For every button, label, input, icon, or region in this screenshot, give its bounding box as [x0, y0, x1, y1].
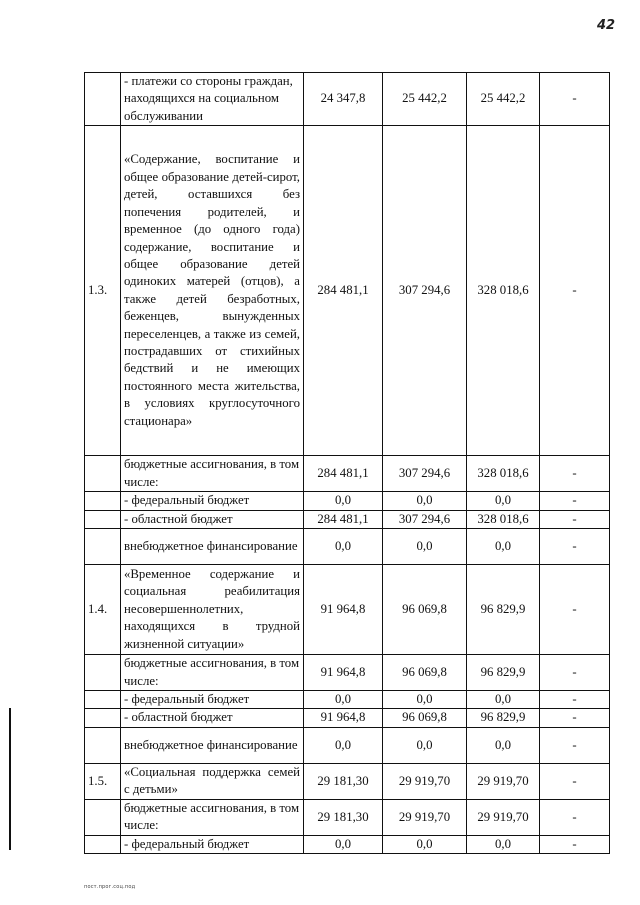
value-cell: 0,0 [304, 727, 383, 763]
table-row [85, 73, 610, 126]
value-cell: 91 964,8 [304, 709, 383, 727]
row-number [85, 835, 121, 853]
table-row [85, 835, 610, 853]
row-description: - федеральный бюджет [121, 492, 304, 510]
value-cell: 0,0 [304, 691, 383, 709]
row-number [85, 510, 121, 528]
value-cell: - [540, 492, 610, 510]
value-cell: 0,0 [383, 727, 467, 763]
value-cell: - [540, 709, 610, 727]
value-cell: 284 481,1 [304, 126, 383, 456]
value-cell: - [540, 691, 610, 709]
value-cell: - [540, 510, 610, 528]
value-cell: 0,0 [304, 529, 383, 565]
value-cell: 0,0 [467, 727, 540, 763]
row-description: «Содержание, воспитание и общее образование детей-сирот, детей, оставшихся без попечения родителей, и временное (до одного года) содержание, воспитание и общее образование детей одиноких матерей (отцов), а также детей безработных, беженцев, вынужденных переселенцев, а также из семей, пострадавших от стихийных бедствий и не имеющих постоянного места жительства, в условиях круглосуточного стационара» [121, 126, 304, 456]
value-cell: - [540, 727, 610, 763]
value-cell: 284 481,1 [304, 456, 383, 492]
table-row [85, 763, 610, 799]
value-cell: 0,0 [383, 691, 467, 709]
value-cell: 96 069,8 [383, 655, 467, 691]
table-row [85, 510, 610, 528]
value-cell: 29 181,30 [304, 799, 383, 835]
value-cell: 328 018,6 [467, 510, 540, 528]
row-number: 1.4. [85, 565, 121, 655]
row-description: - областной бюджет [121, 510, 304, 528]
value-cell: 29 919,70 [383, 799, 467, 835]
value-cell: 96 829,9 [467, 655, 540, 691]
value-cell: 29 919,70 [467, 799, 540, 835]
table-row [85, 126, 610, 456]
value-cell: 25 442,2 [383, 73, 467, 126]
table-row [85, 727, 610, 763]
value-cell: 96 829,9 [467, 709, 540, 727]
value-cell: 307 294,6 [383, 456, 467, 492]
value-cell: 328 018,6 [467, 126, 540, 456]
value-cell: 0,0 [467, 492, 540, 510]
row-number [85, 727, 121, 763]
row-description: внебюджетное финансирование [121, 529, 304, 565]
row-number [85, 456, 121, 492]
value-cell: - [540, 799, 610, 835]
row-number: 1.5. [85, 763, 121, 799]
table-row [85, 799, 610, 835]
value-cell: 24 347,8 [304, 73, 383, 126]
value-cell: 0,0 [383, 492, 467, 510]
value-cell: 284 481,1 [304, 510, 383, 528]
table-row [85, 492, 610, 510]
value-cell: 29 919,70 [467, 763, 540, 799]
value-cell: 0,0 [467, 691, 540, 709]
row-number [85, 492, 121, 510]
row-description: - федеральный бюджет [121, 691, 304, 709]
table-row [85, 655, 610, 691]
value-cell: 328 018,6 [467, 456, 540, 492]
value-cell: - [540, 835, 610, 853]
table-row [85, 529, 610, 565]
value-cell: - [540, 529, 610, 565]
row-description: бюджетные ассигнования, в том числе: [121, 655, 304, 691]
page-number: 42 [597, 18, 616, 33]
value-cell: - [540, 456, 610, 492]
value-cell: 307 294,6 [383, 510, 467, 528]
row-description: «Социальная поддержка семей с детьми» [121, 763, 304, 799]
value-cell: 0,0 [467, 529, 540, 565]
table-row [85, 691, 610, 709]
value-cell: 29 919,70 [383, 763, 467, 799]
table-row [85, 709, 610, 727]
row-number [85, 73, 121, 126]
row-description: бюджетные ассигнования, в том числе: [121, 456, 304, 492]
value-cell: 96 069,8 [383, 709, 467, 727]
row-number [85, 691, 121, 709]
row-description: - областной бюджет [121, 709, 304, 727]
margin-line [9, 708, 11, 850]
value-cell: 96 069,8 [383, 565, 467, 655]
budget-table [84, 72, 610, 854]
value-cell: - [540, 126, 610, 456]
row-description: - платежи со стороны граждан, находящихся на социальном обслуживании [121, 73, 304, 126]
value-cell: - [540, 565, 610, 655]
value-cell: 307 294,6 [383, 126, 467, 456]
footer-filename: пост.прог.соц.под [84, 884, 136, 890]
row-description: - федеральный бюджет [121, 835, 304, 853]
row-description: внебюджетное финансирование [121, 727, 304, 763]
value-cell: - [540, 73, 610, 126]
value-cell: 29 181,30 [304, 763, 383, 799]
value-cell: - [540, 763, 610, 799]
value-cell: 91 964,8 [304, 565, 383, 655]
table-row [85, 565, 610, 655]
value-cell: 0,0 [383, 835, 467, 853]
row-description: бюджетные ассигнования, в том числе: [121, 799, 304, 835]
row-description: «Временное содержание и социальная реабилитация несовершеннолетних, находящихся в трудной жизненной ситуации» [121, 565, 304, 655]
row-number [85, 529, 121, 565]
value-cell: 0,0 [304, 835, 383, 853]
value-cell: 96 829,9 [467, 565, 540, 655]
value-cell: 0,0 [304, 492, 383, 510]
value-cell: - [540, 655, 610, 691]
value-cell: 25 442,2 [467, 73, 540, 126]
row-number [85, 655, 121, 691]
value-cell: 0,0 [383, 529, 467, 565]
table-row [85, 456, 610, 492]
row-number [85, 709, 121, 727]
value-cell: 0,0 [467, 835, 540, 853]
row-number: 1.3. [85, 126, 121, 456]
value-cell: 91 964,8 [304, 655, 383, 691]
row-number [85, 799, 121, 835]
